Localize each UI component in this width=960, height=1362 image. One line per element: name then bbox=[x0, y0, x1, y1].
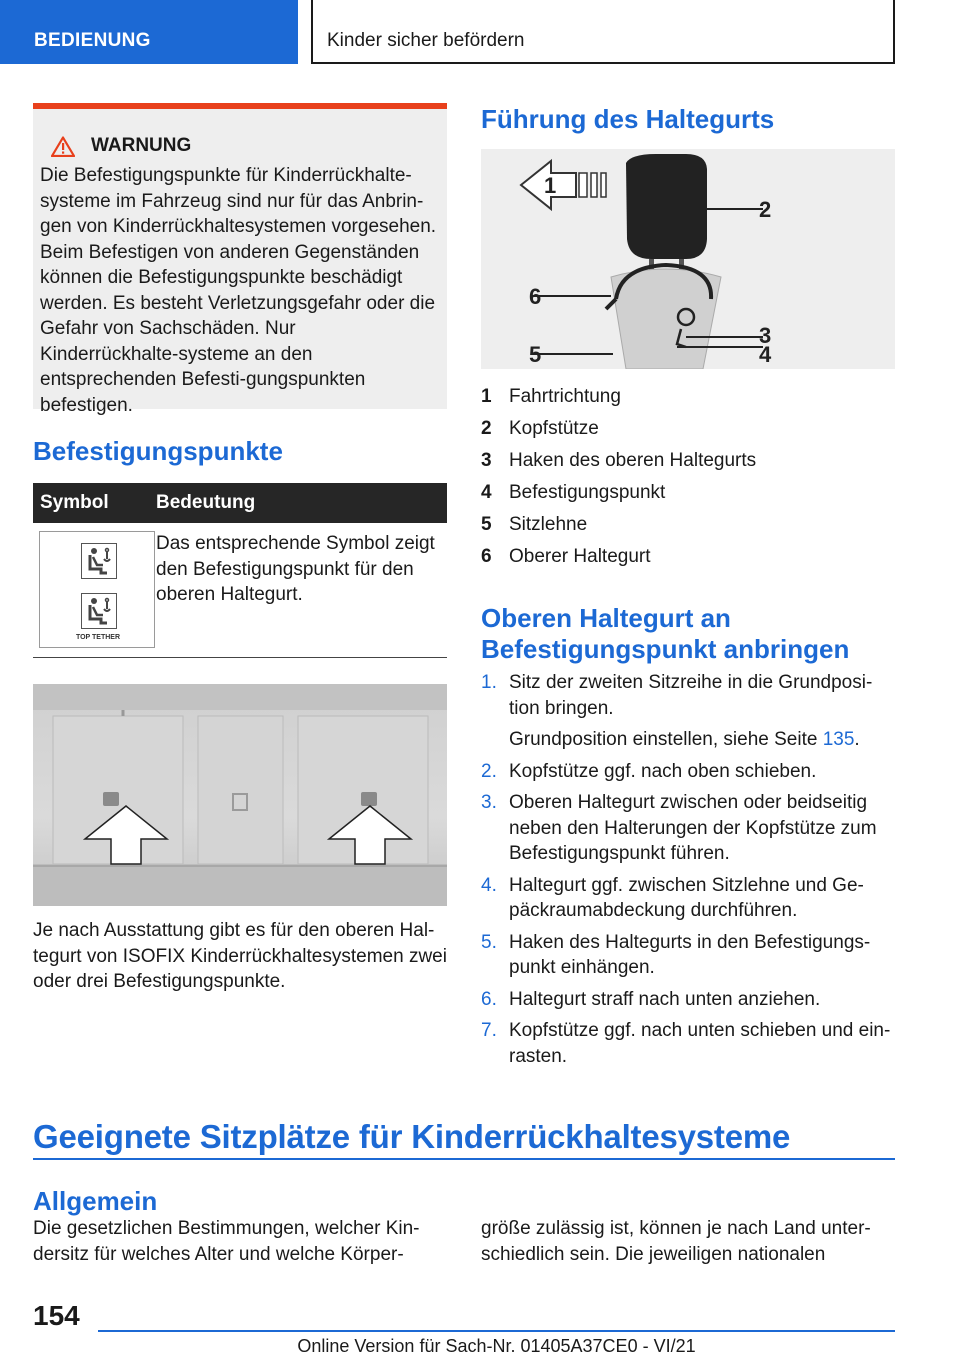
list-item: 2 Kopfstütze bbox=[481, 418, 599, 439]
heading-befestigungspunkte: Befestigungspunkte bbox=[33, 436, 283, 466]
header-section-tab: BEDIENUNG bbox=[0, 0, 298, 64]
list-item: 2. Kopfstütze ggf. nach oben schieben. bbox=[481, 760, 817, 782]
list-item: 6 Oberer Haltegurt bbox=[481, 546, 651, 567]
diagram-label-2: 2 bbox=[759, 197, 772, 222]
diagram-label-4: 4 bbox=[759, 342, 772, 367]
steps-list bbox=[481, 670, 895, 1075]
headrest-diagram bbox=[481, 149, 895, 369]
table-col-meaning: Bedeutung bbox=[156, 492, 256, 513]
warning-box bbox=[33, 103, 447, 416]
warning-text: Die Befestigungspunkte für Kinderrückhalte-systeme im Fahrzeug sind nur für das Anbrin-gen von Kinderrückhaltesystemen vorgesehen. Beim Befestigen von anderen Gegenständen können die Befestigungspunkte beschädigt werden. Es besteht Verletzungsgefahr oder die Gefahr von Sachschäden. Nur Kinderrückhalte-systeme an den entsprechenden Befesti-gungspunkten befestigen. bbox=[40, 165, 437, 416]
page-number: 154 bbox=[33, 1300, 80, 1331]
footer-rule bbox=[98, 1330, 895, 1332]
tether-symbol-box bbox=[39, 531, 155, 648]
list-item: 5. Haken des Haltegurts in den Befestigungs-punkt einhängen. bbox=[481, 931, 871, 978]
diagram-legend bbox=[481, 381, 895, 573]
list-item: 1 Fahrtrichtung bbox=[481, 386, 621, 407]
page-link-135[interactable]: 135 bbox=[822, 729, 855, 750]
heading-rule bbox=[33, 1158, 895, 1160]
list-item: 6. Haltegurt straff nach unten anziehen. bbox=[481, 988, 821, 1010]
warning-heading bbox=[40, 135, 437, 157]
anchor-points-text: Je nach Ausstattung gibt es für den oberen Hal-tegurt von ISOFIX Kinderrückhaltesystemen zwei oder drei Befestigungspunkte. bbox=[33, 920, 447, 992]
list-item: 3 Haken des oberen Haltegurts bbox=[481, 450, 757, 471]
heading-allgemein: Allgemein bbox=[33, 1186, 158, 1216]
table-row bbox=[33, 523, 447, 658]
child-seat-anchor-icon bbox=[81, 543, 117, 579]
symbol-table bbox=[33, 483, 447, 658]
list-item: 4 Befestigungspunkt bbox=[481, 482, 666, 503]
warning-label: WARNUNG bbox=[91, 135, 192, 156]
heading-fuehrung: Führung des Haltegurts bbox=[481, 104, 775, 134]
top-tether-caption: TOP TETHER bbox=[75, 634, 121, 641]
list-item: 3. Oberen Haltegurt zwischen oder beidseitig neben den Halterungen der Kopfstütze zum Befestigungspunkt führen. bbox=[481, 792, 877, 864]
header-chapter-title: Kinder sicher befördern bbox=[311, 0, 895, 64]
table-col-symbol: Symbol bbox=[40, 492, 109, 513]
list-item: 5 Sitzlehne bbox=[481, 514, 588, 535]
list-item: 4. Haltegurt ggf. zwischen Sitzlehne und Ge-päckraumabdeckung durchführen. bbox=[481, 874, 864, 921]
diagram-label-6: 6 bbox=[529, 284, 542, 309]
footer-text: Online Version für Sach-Nr. 01405A37CE0 - VI/21 bbox=[297, 1336, 696, 1356]
chapter-heading-geeignete: Geeignete Sitzplätze für Kinderrückhaltesysteme bbox=[33, 1118, 791, 1155]
list-item: 7. Kopfstütze ggf. nach unten schieben und ein-rasten. bbox=[481, 1020, 891, 1067]
table-cell-meaning: Das entsprechende Symbol zeigt den Befestigungspunkt für den oberen Haltegurt. bbox=[156, 533, 435, 605]
allgemein-text-col2: größe zulässig ist, können je nach Land unter-schiedlich sein. Die jeweiligen nationalen bbox=[481, 1218, 871, 1265]
diagram-label-1: 1 bbox=[544, 173, 557, 198]
allgemein-text-col1: Die gesetzlichen Bestimmungen, welcher Kin-dersitz für welches Alter und welche Körper- bbox=[33, 1218, 420, 1265]
diagram-label-5: 5 bbox=[529, 342, 542, 367]
trunk-anchor-photo bbox=[33, 684, 447, 906]
top-tether-icon bbox=[81, 593, 117, 629]
list-item: 1. Sitz der zweiten Sitzreihe in die Grundposi-tion bringen. Grundposition einstellen, siehe Seite 135. bbox=[481, 672, 873, 750]
diagram-label-3: 3 bbox=[759, 323, 772, 348]
table-header bbox=[33, 483, 447, 523]
heading-anbringen: Oberen Haltegurt an Befestigungspunkt anbringen bbox=[481, 603, 850, 664]
warning-triangle-icon bbox=[51, 136, 75, 157]
